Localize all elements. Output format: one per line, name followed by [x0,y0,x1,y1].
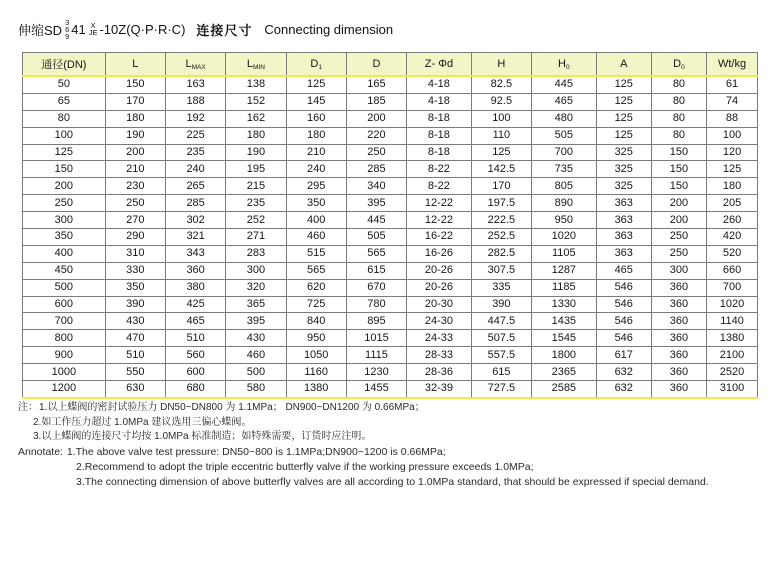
table-cell: 190 [226,144,286,161]
table-cell: 16-26 [407,245,472,262]
table-cell: 61 [707,76,758,93]
table-row [23,76,758,93]
table-row [23,161,758,178]
table-cell: 235 [165,144,225,161]
table-cell: 365 [226,296,286,313]
column-header-5: D [346,53,406,77]
table-cell: 447.5 [471,313,531,330]
table-cell: 2520 [707,364,758,381]
table-row [23,245,758,262]
column-header-1: L [105,53,165,77]
table-cell: 24-33 [407,330,472,347]
title-model-stack [89,22,98,36]
table-cell: 282.5 [471,245,531,262]
table-cell: 360 [651,364,706,381]
table-cell: 465 [532,93,597,110]
column-header-2: $L_{MAX}$ [165,53,225,77]
table-cell: 120 [707,144,758,161]
table-cell: 505 [532,127,597,144]
table-cell: 700 [707,279,758,296]
table-cell: 1455 [346,381,406,398]
table-cell: 500 [23,279,106,296]
table-cell: 12-22 [407,195,472,212]
table-row [23,364,758,381]
table-cell: 250 [651,229,706,246]
table-cell: 505 [346,229,406,246]
table-cell: 271 [226,229,286,246]
column-header-6: Z- Φd [407,53,472,77]
table-cell: 363 [596,195,651,212]
table-cell: 895 [346,313,406,330]
table-cell: 390 [471,296,531,313]
table-cell: 145 [286,93,346,110]
table-cell: 465 [596,262,651,279]
table-cell: 100 [707,127,758,144]
table-cell: 192 [165,110,225,127]
table-cell: 395 [226,313,286,330]
table-cell: 24-30 [407,313,472,330]
table-cell: 195 [226,161,286,178]
table-cell: 1380 [286,381,346,398]
table-cell: 363 [596,212,651,229]
table-header-row [23,53,758,77]
table-cell: 363 [596,245,651,262]
table-cell: 465 [165,313,225,330]
table-cell: 1000 [23,364,106,381]
table-cell: 8-18 [407,144,472,161]
table-cell: 285 [346,161,406,178]
title-prefix: 伸缩SD [18,22,63,38]
table-cell: 700 [23,313,106,330]
table-cell: 900 [23,347,106,364]
table-cell: 188 [165,93,225,110]
page-title [18,14,393,44]
table-cell: 632 [596,381,651,398]
column-header-7: H [471,53,531,77]
table-cell: 550 [105,364,165,381]
table-cell: 240 [165,161,225,178]
table-cell: 4-18 [407,76,472,93]
table-cell: 230 [105,178,165,195]
table-cell: 16-22 [407,229,472,246]
note-en-2 [18,460,766,475]
column-header-0: 通径(DN) [23,53,106,77]
column-header-10: $D_0$ [651,53,706,77]
table-cell: 215 [226,178,286,195]
note-en-1-text: 1.The above valve test pressure: DN50~800 is 1.1MPa;DN900~1200 is 0.66MPa; [66,445,446,458]
table-cell: 125 [596,110,651,127]
table-row [23,178,758,195]
table-cell: 220 [346,127,406,144]
table-cell: 670 [346,279,406,296]
table-cell: 283 [226,245,286,262]
note-en-1-label: Annotate: [18,445,66,458]
table-cell: 450 [23,262,106,279]
table-cell: 152 [226,93,286,110]
column-header-9: A [596,53,651,77]
table-cell: 600 [23,296,106,313]
table-cell: 617 [596,347,651,364]
table-cell: 8-18 [407,127,472,144]
table-cell: 680 [165,381,225,398]
table-cell: 360 [165,262,225,279]
note-en-3-text: 3.The connecting dimension of above butterfly valves are all according to 1.0MPa standard, that should be expressed if special demand. [76,475,709,488]
table-cell: 28-33 [407,347,472,364]
table-cell: 180 [226,127,286,144]
table-cell: 50 [23,76,106,93]
table-cell: 360 [651,279,706,296]
table-cell: 395 [346,195,406,212]
table-cell: 350 [105,279,165,296]
column-header-8: $H_0$ [532,53,597,77]
table-cell: 205 [707,195,758,212]
table-cell: 445 [532,76,597,93]
dimension-table [22,52,758,399]
table-cell: 225 [165,127,225,144]
table-cell: 92.5 [471,93,531,110]
table-cell: 150 [651,161,706,178]
table-cell: 1185 [532,279,597,296]
table-cell: 235 [226,195,286,212]
table-cell: 142.5 [471,161,531,178]
table-cell: 222.5 [471,212,531,229]
table-cell: 163 [165,76,225,93]
table-cell: 350 [286,195,346,212]
table-cell: 520 [707,245,758,262]
table-cell: 200 [346,110,406,127]
table-cell: 20-30 [407,296,472,313]
title-size-6: 6 [65,24,70,34]
table-cell: 12-22 [407,212,472,229]
table-cell: 615 [471,364,531,381]
table-cell: 150 [651,178,706,195]
table-cell: 480 [532,110,597,127]
table-cell: 470 [105,330,165,347]
table-cell: 200 [651,195,706,212]
table-cell: 380 [165,279,225,296]
table-cell: 2365 [532,364,597,381]
table-cell: 1380 [707,330,758,347]
title-chinese: 连接尺寸 [196,22,253,38]
dimension-table-wrap [22,52,758,399]
table-cell: 1020 [707,296,758,313]
table-cell: 400 [286,212,346,229]
table-cell: 125 [596,127,651,144]
table-cell: 170 [105,93,165,110]
table-cell: 125 [707,161,758,178]
table-row [23,110,758,127]
table-cell: 1140 [707,313,758,330]
table-cell: 180 [105,110,165,127]
table-cell: 80 [651,93,706,110]
title-size-3: 3 [65,17,70,27]
table-cell: 360 [651,296,706,313]
table-cell: 125 [23,144,106,161]
table-cell: 460 [286,229,346,246]
table-cell: 2100 [707,347,758,364]
table-cell: 360 [651,313,706,330]
table-cell: 500 [226,364,286,381]
table-cell: 295 [286,178,346,195]
table-cell: 343 [165,245,225,262]
table-cell: 65 [23,93,106,110]
table-cell: 1160 [286,364,346,381]
table-row [23,93,758,110]
table-cell: 430 [226,330,286,347]
table-cell: 445 [346,212,406,229]
table-cell: 325 [596,178,651,195]
table-row [23,279,758,296]
table-cell: 252 [226,212,286,229]
note-cn-3-text: 3.以上蝶阀的连接尺寸均按 1.0MPa 标准制造；如特殊需要，订货时应注明。 [33,431,372,442]
table-cell: 252.5 [471,229,531,246]
table-cell: 32-39 [407,381,472,398]
table-cell: 265 [165,178,225,195]
table-cell: 8-22 [407,178,472,195]
table-cell: 546 [596,296,651,313]
table-cell: 125 [286,76,346,93]
table-row [23,296,758,313]
table-cell: 185 [346,93,406,110]
table-row [23,195,758,212]
table-cell: 307.5 [471,262,531,279]
table-cell: 580 [226,381,286,398]
table-cell: 727.5 [471,381,531,398]
table-cell: 270 [105,212,165,229]
table-row [23,330,758,347]
table-cell: 320 [226,279,286,296]
table-cell: 557.5 [471,347,531,364]
table-cell: 1545 [532,330,597,347]
table-row [23,381,758,398]
table-cell: 325 [596,161,651,178]
table-row [23,212,758,229]
table-cell: 360 [651,381,706,398]
title-model-x: X [90,21,96,30]
table-cell: 197.5 [471,195,531,212]
table-cell: 950 [532,212,597,229]
table-body [23,76,758,398]
table-cell: 82.5 [471,76,531,93]
table-cell: 100 [471,110,531,127]
table-cell: 725 [286,296,346,313]
table-cell: 565 [286,262,346,279]
table-cell: 1050 [286,347,346,364]
table-cell: 600 [165,364,225,381]
table-cell: 1115 [346,347,406,364]
table-cell: 190 [105,127,165,144]
table-cell: 950 [286,330,346,347]
table-cell: 360 [651,330,706,347]
table-cell: 1330 [532,296,597,313]
table-cell: 200 [105,144,165,161]
table-cell: 1105 [532,245,597,262]
table-cell: 335 [471,279,531,296]
table-cell: 2585 [532,381,597,398]
table-cell: 510 [165,330,225,347]
table-cell: 330 [105,262,165,279]
table-cell: 325 [596,144,651,161]
table-cell: 840 [286,313,346,330]
table-cell: 363 [596,229,651,246]
table-cell: 160 [286,110,346,127]
table-row [23,347,758,364]
table-cell: 1230 [346,364,406,381]
table-cell: 420 [707,229,758,246]
table-cell: 125 [596,76,651,93]
table-cell: 285 [165,195,225,212]
table-cell: 805 [532,178,597,195]
table-cell: 4-18 [407,93,472,110]
title-size-stack [65,19,69,40]
table-cell: 400 [23,245,106,262]
note-en-1 [18,445,766,460]
note-cn-1-label: 注： [18,402,38,413]
table-cell: 1800 [532,347,597,364]
table-cell: 302 [165,212,225,229]
table-cell: 800 [23,330,106,347]
table-row [23,262,758,279]
title-model-number: 41 [71,21,86,37]
note-en-2-text: 2.Recommend to adopt the triple eccentric butterfly valve if the working pressure exceeds 1.0MPa; [76,460,534,473]
table-cell: 340 [346,178,406,195]
table-cell: 425 [165,296,225,313]
table-cell: 80 [651,110,706,127]
table-cell: 300 [226,262,286,279]
table-cell: 290 [105,229,165,246]
note-cn-2-text: 2.如工作压力超过 1.0MPa 建议选用三偏心蝶阀。 [33,416,252,428]
table-cell: 250 [23,195,106,212]
table-cell: 780 [346,296,406,313]
table-cell: 620 [286,279,346,296]
table-cell: 100 [23,127,106,144]
note-cn-1-text: 1.以上蝶阀的密封试验压力 DN50~DN800 为 1.1MPa； DN900~DN1200 为 0.66MPa； [39,402,425,413]
title-model-je: JE [88,28,98,37]
table-cell: 150 [651,144,706,161]
table-cell: 1015 [346,330,406,347]
table-cell: 200 [651,212,706,229]
table-cell: 80 [651,127,706,144]
table-cell: 110 [471,127,531,144]
table-cell: 162 [226,110,286,127]
title-english: Connecting dimension [264,21,394,37]
table-cell: 546 [596,313,651,330]
table-row [23,229,758,246]
table-cell: 180 [286,127,346,144]
table-cell: 20-26 [407,279,472,296]
table-cell: 240 [286,161,346,178]
table-cell: 890 [532,195,597,212]
column-header-3: $L_{MIN}$ [226,53,286,77]
table-cell: 80 [23,110,106,127]
note-cn-3 [18,430,766,445]
column-header-4: $D_1$ [286,53,346,77]
table-cell: 735 [532,161,597,178]
table-cell: 390 [105,296,165,313]
table-cell: 1200 [23,381,106,398]
table-cell: 1435 [532,313,597,330]
table-row [23,127,758,144]
table-cell: 460 [226,347,286,364]
column-header-11: Wt/kg [707,53,758,77]
table-cell: 300 [651,262,706,279]
note-cn-2 [18,416,766,431]
notes-block [18,401,766,490]
table-cell: 546 [596,279,651,296]
table-cell: 515 [286,245,346,262]
table-cell: 8-22 [407,161,472,178]
table-cell: 700 [532,144,597,161]
table-cell: 88 [707,110,758,127]
table-cell: 125 [596,93,651,110]
table-cell: 632 [596,364,651,381]
table-cell: 250 [346,144,406,161]
table-cell: 125 [471,144,531,161]
table-cell: 660 [707,262,758,279]
table-cell: 360 [651,347,706,364]
table-row [23,144,758,161]
table-cell: 20-26 [407,262,472,279]
table-cell: 165 [346,76,406,93]
title-suffix: -10Z(Q·P·R·C) [99,21,186,37]
table-cell: 546 [596,330,651,347]
table-cell: 210 [286,144,346,161]
table-cell: 300 [23,212,106,229]
table-cell: 310 [105,245,165,262]
table-cell: 260 [707,212,758,229]
note-en-3 [18,475,766,490]
table-cell: 210 [105,161,165,178]
table-cell: 170 [471,178,531,195]
table-cell: 250 [105,195,165,212]
table-cell: 8-18 [407,110,472,127]
table-cell: 507.5 [471,330,531,347]
title-size-9: 9 [65,31,70,41]
table-cell: 430 [105,313,165,330]
table-cell: 560 [165,347,225,364]
table-cell: 138 [226,76,286,93]
table-cell: 80 [651,76,706,93]
table-cell: 3100 [707,381,758,398]
table-cell: 180 [707,178,758,195]
table-cell: 615 [346,262,406,279]
table-cell: 350 [23,229,106,246]
table-cell: 200 [23,178,106,195]
table-cell: 321 [165,229,225,246]
note-cn-1 [18,401,766,416]
table-cell: 565 [346,245,406,262]
table-cell: 150 [105,76,165,93]
table-row [23,313,758,330]
table-cell: 250 [651,245,706,262]
table-cell: 630 [105,381,165,398]
table-cell: 1020 [532,229,597,246]
table-cell: 74 [707,93,758,110]
table-cell: 150 [23,161,106,178]
table-cell: 1287 [532,262,597,279]
table-cell: 510 [105,347,165,364]
table-cell: 28-36 [407,364,472,381]
